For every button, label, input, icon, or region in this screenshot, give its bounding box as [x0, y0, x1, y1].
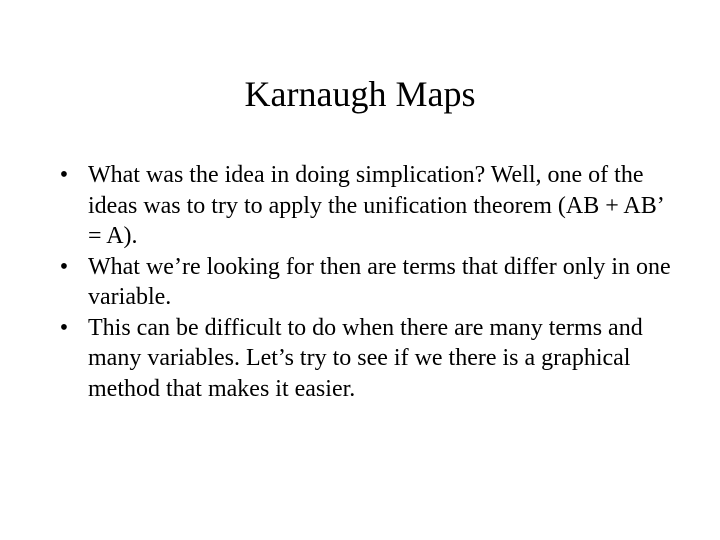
- bullet-marker: •: [59, 314, 69, 341]
- bullet-item: [54, 252, 674, 313]
- bullet-item: [54, 160, 674, 252]
- bullet-item: [54, 313, 674, 405]
- bullet-text: This can be difficult to do when there are many terms and many variables. Let’s try to see if we there is a graphical method that makes it easier.: [88, 314, 643, 402]
- bullet-marker: •: [59, 253, 69, 280]
- slide-title: Karnaugh Maps: [244, 74, 476, 114]
- bullet-list: [54, 160, 674, 404]
- bullet-marker: •: [59, 162, 69, 188]
- bullet-text: What was the idea in doing simplication? Well, one of the ideas was to try to apply the unification theorem (AB + AB’ = A).: [88, 162, 663, 249]
- bullet-text: What we’re looking for then are terms that differ only in one variable.: [88, 253, 671, 310]
